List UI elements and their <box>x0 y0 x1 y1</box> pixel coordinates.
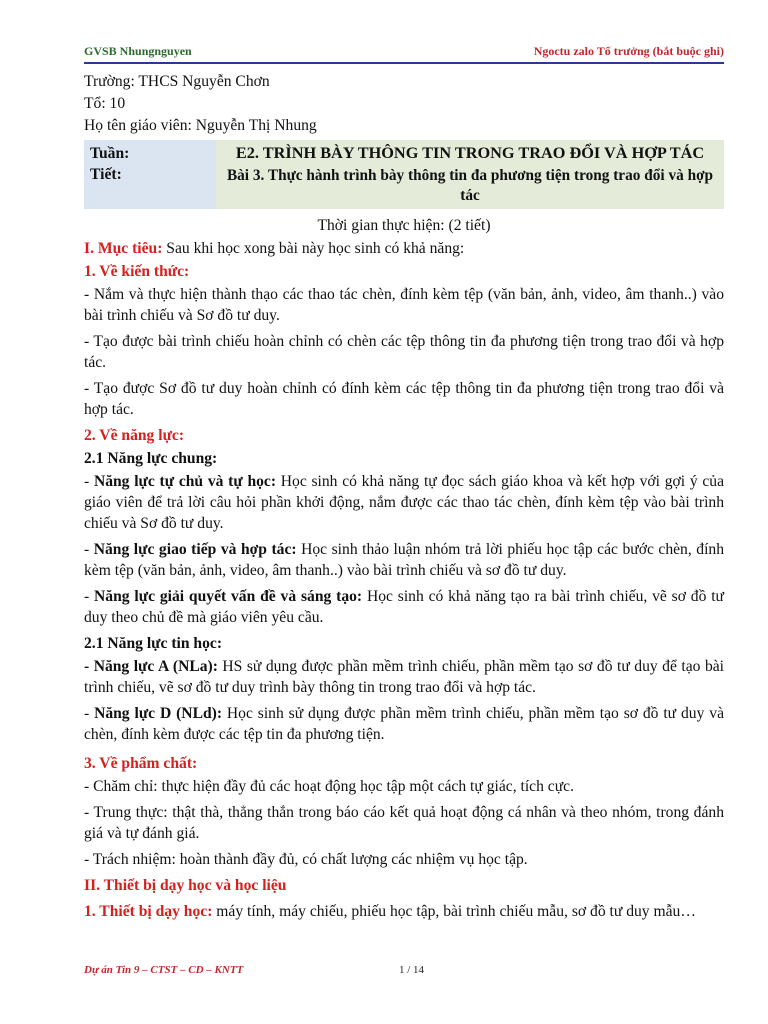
header-author: GVSB Nhungnguyen <box>84 44 192 58</box>
objectives-heading: I. Mục tiêu: <box>84 240 163 257</box>
general-competency-item: - Năng lực giao tiếp và hợp tác: Học sinh thảo luận nhóm trả lời phiếu học tập các bước chèn, đính kèm tệp (văn bản, ảnh, video, âm thanh..) vào bài trình chiếu và sơ đồ tư duy. <box>84 541 724 579</box>
competency-text: Học sinh có khả năng tự đọc sách giáo khoa và kết hợp với gợi ý của giáo viên để trả lời câu hỏi phần khởi động, nắm được các thao tác chèn, đính kèm tệp vào bài trình chiếu và Sơ đồ tư duy. <box>84 473 724 532</box>
objectives-intro-text: Sau khi học xong bài này học sinh có khả năng: <box>162 240 465 257</box>
competency-heading: 2. Về năng lực: <box>84 427 185 444</box>
quality-heading: 3. Về phẩm chất: <box>84 755 198 772</box>
header-note-rest: zalo Tổ trưởng (bắt buộc ghi) <box>570 44 724 58</box>
footer-project: Dự án Tin 9 – CTST – CD – KNTT <box>84 964 244 976</box>
quality-item: - Chăm chỉ: thực hiện đầy đủ các hoạt động học tập một cách tự giác, tích cực. <box>84 778 574 795</box>
lesson-title-table <box>84 140 724 209</box>
page-footer <box>84 964 724 980</box>
page-number: 1 / 14 <box>399 964 425 976</box>
header-rule <box>84 62 724 64</box>
general-competency-item: - Năng lực giải quyết vấn đề và sáng tạo: Học sinh có khả năng tạo ra bài trình chiếu, vẽ sơ đồ tư duy theo chủ đề mà giáo viên yêu cầu. <box>84 588 725 626</box>
it-competency-heading: 2.1 Năng lực tin học: <box>84 635 223 652</box>
lesson-title: Bài 3. Thực hành trình bày thông tin đa phương tiện trong trao đổi và hợp tác <box>226 167 714 204</box>
school-line: Trường: THCS Nguyễn Chơn <box>84 73 270 90</box>
header-note <box>534 44 724 59</box>
competency-text: Học sinh có khả năng tạo ra bài trình chiếu, vẽ sơ đồ tư duy theo chủ đề mà giáo viên yêu cầu. <box>84 588 725 626</box>
general-competency-heading: 2.1 Năng lực chung: <box>84 450 218 467</box>
topic-title: E2. TRÌNH BÀY THÔNG TIN TRONG TRAO ĐỔI VÀ HỢP TÁC <box>235 143 705 162</box>
competency-label: Năng lực D (NLd): <box>94 705 223 722</box>
group-line: Tổ: 10 <box>84 95 126 112</box>
quality-item: - Trung thực: thật thà, thẳng thắn trong báo cáo kết quả hoạt động cá nhân và theo nhóm, trong đánh giá và tự đánh giá. <box>84 804 724 842</box>
equipment-label: 1. Thiết bị dạy học: <box>84 903 213 920</box>
equipment-section-heading: II. Thiết bị dạy học và học liệu <box>84 877 287 894</box>
knowledge-item: - Tạo được bài trình chiếu hoàn chỉnh có chèn các tệp thông tin đa phương tiện trong trao đổi và hợp tác. <box>84 333 724 371</box>
it-competency-item: - Năng lực D (NLd): Học sinh sử dụng được phần mềm trình chiếu, phần mềm tạo sơ đồ tư duy và chèn, đính kèm được các tệp tin đa phương tiện. <box>84 705 725 743</box>
lesson-title-cell <box>216 140 724 209</box>
competency-text: Học sinh thảo luận nhóm trả lời phiếu học tập các bước chèn, đính kèm tệp (văn bản, ảnh, video, âm thanh..) vào bài trình chiếu và sơ đồ tư duy. <box>84 541 724 579</box>
competency-text: Học sinh sử dụng được phần mềm trình chiếu, phần mềm tạo sơ đồ tư duy và chèn, đính kèm được các tệp tin đa phương tiện. <box>84 705 725 743</box>
period-label: Tiết: <box>90 166 122 183</box>
header-note-name: Ngoctu <box>533 44 571 58</box>
page-header <box>84 44 724 64</box>
teacher-line: Họ tên giáo viên: Nguyễn Thị Nhung <box>84 117 317 134</box>
duration-line: Thời gian thực hiện: (2 tiết) <box>317 217 491 234</box>
equipment-line <box>84 901 724 922</box>
it-competency-item: - Năng lực A (NLa): HS sử dụng được phần mềm trình chiếu, phần mềm tạo sơ đồ tư duy để tạo bài trình chiếu, vẽ sơ đồ tư duy trình bày thông tin trong trao đổi và hợp tác. <box>84 658 724 696</box>
knowledge-item: - Tạo được Sơ đồ tư duy hoàn chỉnh có đính kèm các tệp thông tin đa phương tiện trong trao đổi và hợp tác. <box>84 380 724 418</box>
quality-item: - Trách nhiệm: hoàn thành đầy đủ, có chất lượng các nhiệm vụ học tập. <box>84 851 528 868</box>
competency-label: Năng lực A (NLa): <box>93 658 218 675</box>
competency-label: Năng lực tự chủ và tự học: <box>93 473 277 490</box>
knowledge-heading: 1. Về kiến thức: <box>84 263 190 280</box>
teacher-info <box>84 71 724 136</box>
week-period-cell <box>84 140 216 209</box>
week-label: Tuần: <box>90 145 130 162</box>
equipment-text: máy tính, máy chiếu, phiếu học tập, bài trình chiếu mẫu, sơ đồ tư duy mẫu… <box>212 903 696 920</box>
competency-label: Năng lực giải quyết vấn đề và sáng tạo: <box>94 588 363 605</box>
knowledge-item: - Nắm và thực hiện thành thạo các thao tác chèn, đính kèm tệp (văn bản, ảnh, video, âm thanh..) vào bài trình chiếu và Sơ đồ tư duy. <box>84 286 724 324</box>
document-body <box>84 71 724 922</box>
competency-text: HS sử dụng được phần mềm trình chiếu, phần mềm tạo sơ đồ tư duy để tạo bài trình chiếu, vẽ sơ đồ tư duy trình bày thông tin trong trao đổi và hợp tác. <box>84 658 724 696</box>
competency-label: Năng lực giao tiếp và hợp tác: <box>93 541 297 558</box>
general-competency-item: - Năng lực tự chủ và tự học: Học sinh có khả năng tự đọc sách giáo khoa và kết hợp với gợi ý của giáo viên để trả lời câu hỏi phần khởi động, nắm được các thao tác chèn, đính kèm tệp vào bài trình chiếu và Sơ đồ tư duy. <box>84 473 724 532</box>
objectives-intro <box>84 238 724 259</box>
